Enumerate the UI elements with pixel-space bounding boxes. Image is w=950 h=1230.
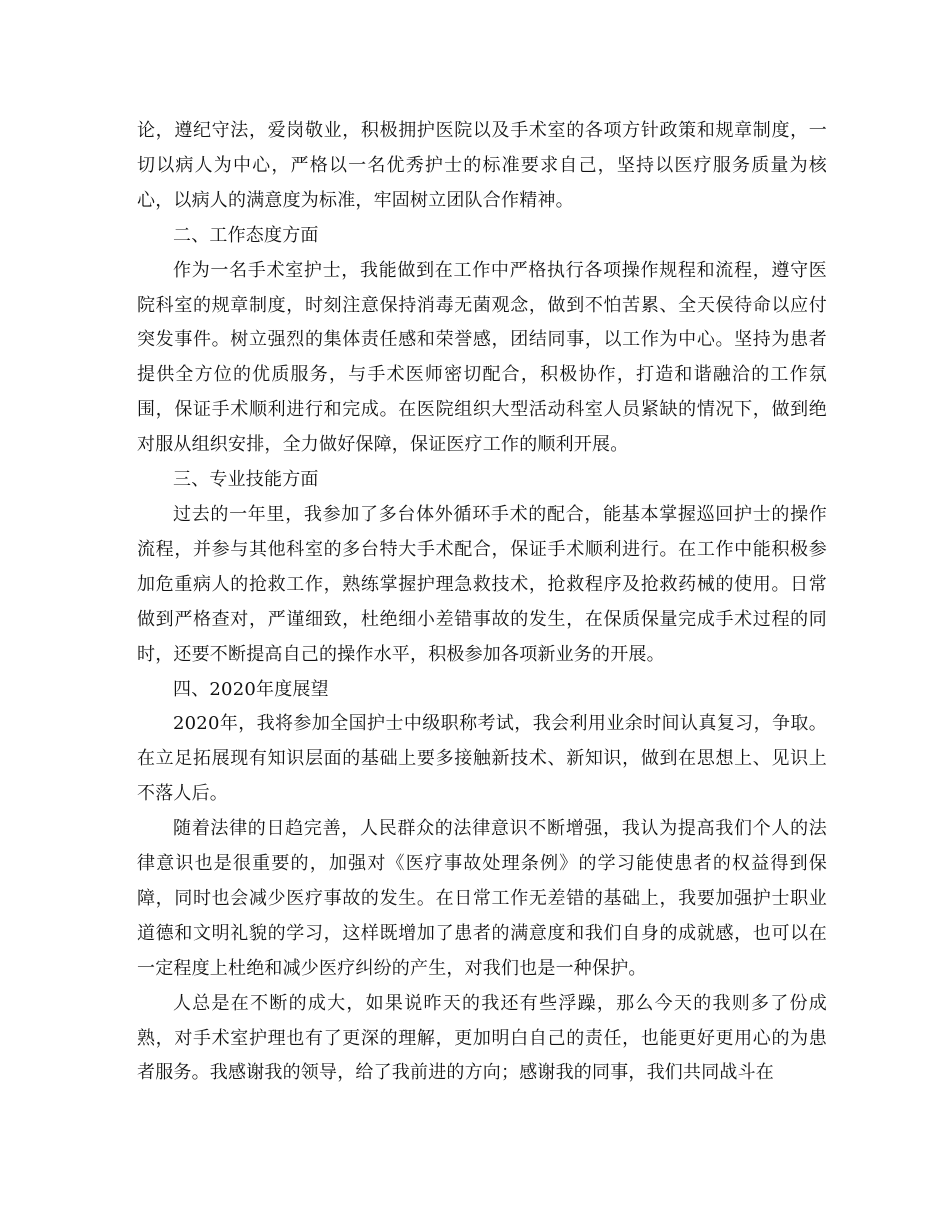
paragraph-professional-skills: 过去的一年里，我参加了多台体外循环手术的配合，能基本掌握巡回护士的操作流程，并参与其他科室的多台特大手术配合，保证手术顺利进行。在工作中能积极参加危重病人的抢救工作，熟练掌握护理急救技术，抢救程序及抢救药械的使用。日常做到严格查对，严谨细致，杜绝细小差错事故的发生，在保质保量完成手术过程的同时，还要不断提高自己的操作水平，积极参加各项新业务的开展。 [137,503,827,665]
paragraph-intro-continued: 论，遵纪守法，爱岗敬业，积极拥护医院以及手术室的各项方针政策和规章制度，一切以病人为中心，严格以一名优秀护士的标准要求自己，坚持以医疗服务质量为核心，以病人的满意度为标准，牢固树立团队合作精神。 [137,120,827,211]
paragraph-2020-exam: 2020年，我将参加全国护士中级职称考试，我会利用业余时间认真复习，争取。在立足拓展现有知识层面的基础上要多接触新技术、新知识，做到在思想上、见识上不落人后。 [137,713,827,805]
paragraph-work-attitude: 作为一名手术室护士，我能做到在工作中严格执行各项操作规程和流程，遵守医院科室的规章制度，时刻注意保持消毒无菌观念，做到不怕苦累、全天侯待命以应付突发事件。树立强烈的集体责任感和荣誉感，团结同事，以工作为中心。坚持为患者提供全方位的优质服务，与手术医师密切配合，积极协作，打造和谐融洽的工作氛围，保证手术顺利进行和完成。在医院组织大型活动科室人员紧缺的情况下，做到绝对服从组织安排，全力做好保障，保证医疗工作的顺利开展。 [137,259,827,456]
section-heading-2020-outlook: 四、2020年度展望 [173,678,329,700]
section-heading-professional-skills: 三、专业技能方面 [173,469,319,491]
paragraph-legal-awareness: 随着法律的日趋完善，人民群众的法律意识不断增强，我认为提高我们个人的法律意识也是很重要的，加强对《医疗事故处理条例》的学习能使患者的权益得到保障，同时也会减少医疗事故的发生。在日常工作无差错的基础上，我要加强护士职业道德和文明礼貌的学习，这样既增加了患者的满意度和我们自身的成就感，也可以在一定程度上杜绝和减少医疗纠纷的产生，对我们也是一种保护。 [137,818,827,979]
paragraph-growth-gratitude: 人总是在不断的成大，如果说昨天的我还有些浮躁，那么今天的我则多了份成熟，对手术室护理也有了更深的理解，更加明白自己的责任，也能更好更用心的为患者服务。我感谢我的领导，给了我前进的方向；感谢我的同事，我们共同战斗在 [137,992,827,1084]
section-heading-work-attitude: 二、工作态度方面 [173,224,319,246]
document-body [137,114,827,1091]
